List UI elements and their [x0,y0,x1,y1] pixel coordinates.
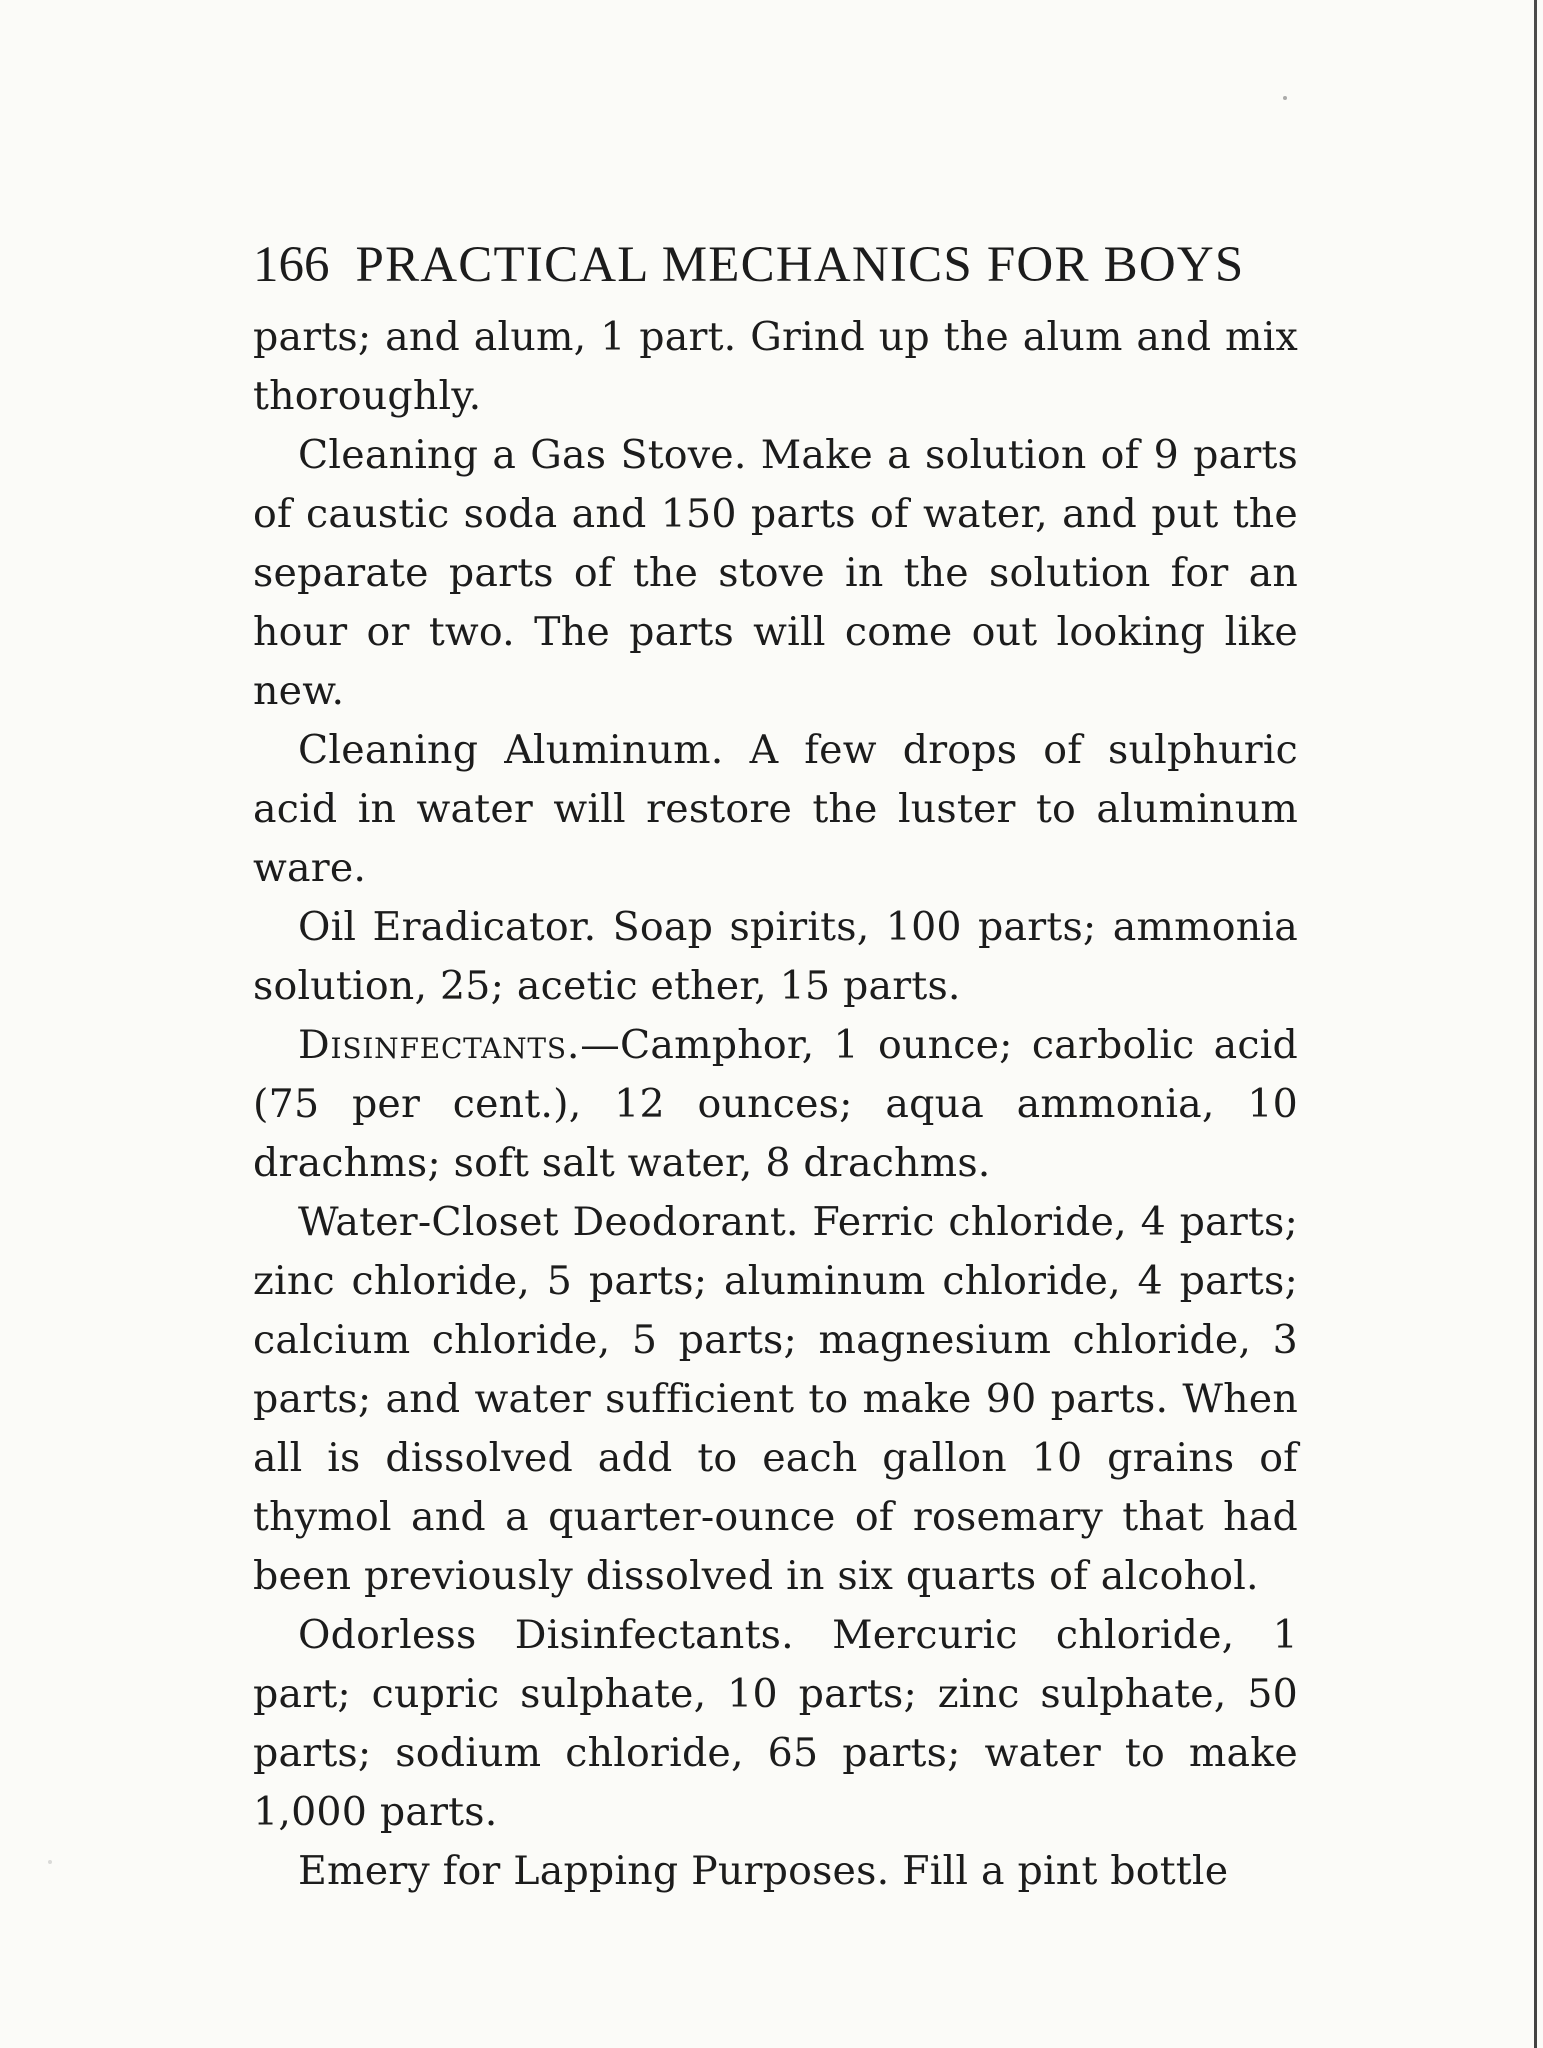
paper-speck [48,1860,52,1864]
book-page [253,237,1298,1901]
paper-speck [1283,96,1287,100]
paragraph-gas-stove: Cleaning a Gas Stove. Make a solution of 9 parts of caustic soda and 150 parts of water, and put the separate parts of the stove in the solution for an hour or two. The parts will come out looking like new. [253,432,1298,714]
running-head [253,237,1298,293]
paragraph-disinfectants [253,1016,1298,1193]
paragraph-disinfectants-text: —Camphor, 1 ounce; carbolic acid (75 per cent.), 12 ounces; aqua ammonia, 10 drachms; soft salt water, 8 drachms. [253,1022,1298,1186]
body-text [253,308,1298,1901]
running-title: PRACTICAL MECHANICS FOR BOYS [355,237,1245,293]
paragraph-aluminum: Cleaning Aluminum. A few drops of sulphuric acid in water will restore the luster to aluminum ware. [253,727,1298,891]
paragraph-water-closet: Water-Closet Deodorant. Ferric chloride, 4 parts; zinc chloride, 5 parts; aluminum chloride, 4 parts; calcium chloride, 5 parts; magnesium chloride, 3 parts; and water sufficient to make 90 parts. When all is dissolved add to each gallon 10 grains of thymol and a quarter-ounce of rosemary that had been previously dissolved in six quarts of alcohol. [253,1199,1298,1599]
section-heading-disinfectants: Disinfectants. [298,1022,581,1068]
page-number: 166 [253,237,330,293]
paragraph-emery: Emery for Lapping Purposes. Fill a pint bottle [298,1848,1229,1894]
paragraph-odorless: Odorless Disinfectants. Mercuric chloride, 1 part; cupric sulphate, 10 parts; zinc sulphate, 50 parts; sodium chloride, 65 parts; water to make 1,000 parts. [253,1612,1298,1835]
paragraph-alum-continuation: parts; and alum, 1 part. Grind up the alum and mix thoroughly. [253,314,1298,419]
page-binding-edge [1534,0,1537,2048]
paragraph-oil-eradicator: Oil Eradicator. Soap spirits, 100 parts; ammonia solution, 25; acetic ether, 15 parts. [253,904,1298,1009]
